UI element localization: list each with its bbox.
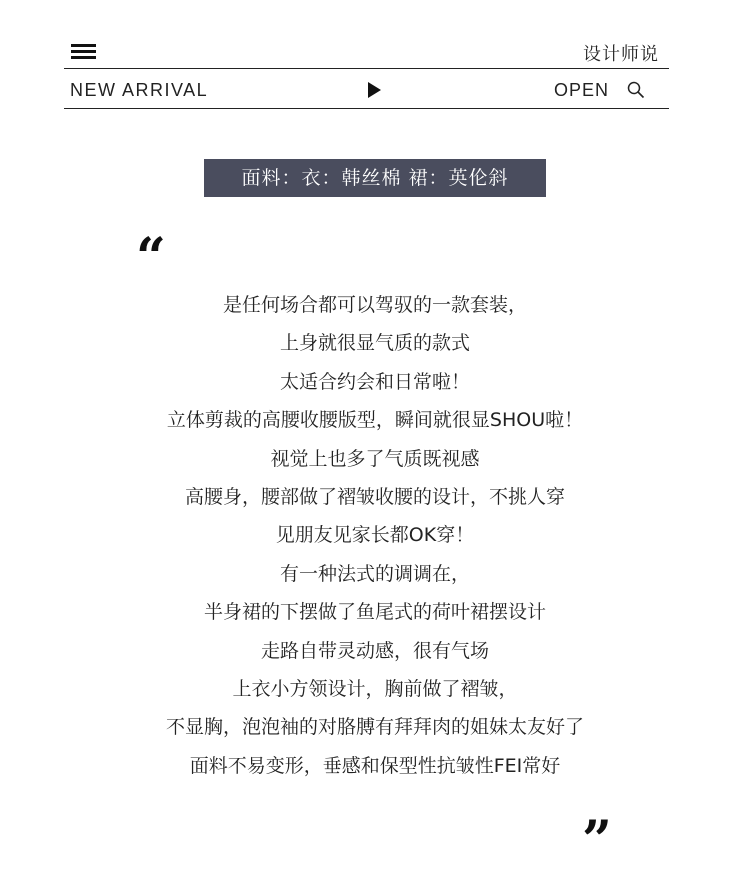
description-line: 立体剪裁的高腰收腰版型，瞬间就很显SHOU啦！ bbox=[166, 409, 584, 432]
description-line: 上衣小方领设计，胸前做了褶皱， bbox=[232, 677, 518, 700]
open-button[interactable]: OPEN bbox=[554, 80, 610, 100]
new-arrival-label[interactable]: NEW ARRIVAL bbox=[70, 80, 209, 100]
description-line: 半身裙的下摆做了鱼尾式的荷叶裙摆设计 bbox=[203, 601, 546, 624]
fabric-banner: 面料：衣：韩丝棉 裙：英伦斜 bbox=[204, 159, 546, 197]
description-line: 面料不易变形，垂感和保型性抗皱性FEI常好 bbox=[189, 754, 561, 777]
brand-title: 设计师说 bbox=[583, 44, 659, 65]
description-line: 走路自带灵动感，很有气场 bbox=[260, 639, 489, 662]
play-icon[interactable] bbox=[368, 82, 381, 98]
description-line: 高腰身，腰部做了褶皱收腰的设计，不挑人穿 bbox=[184, 485, 565, 508]
nav-bar bbox=[64, 70, 669, 109]
description-line: 有一种法式的调调在， bbox=[279, 562, 470, 585]
opening-quote-mark: “ bbox=[136, 227, 166, 288]
top-header bbox=[64, 38, 669, 69]
closing-quote-mark: ” bbox=[582, 810, 612, 871]
description-line: 是任何场合都可以驾驭的一款套装， bbox=[222, 294, 527, 316]
description-line: 太适合约会和日常啦！ bbox=[279, 370, 470, 393]
product-description bbox=[100, 286, 650, 785]
description-line: 上身就很显气质的款式 bbox=[279, 332, 470, 355]
description-line: 不显胸，泡泡袖的对胳膊有拜拜肉的姐妹太友好了 bbox=[165, 716, 584, 739]
hamburger-menu-icon[interactable] bbox=[71, 44, 96, 60]
description-line: 视觉上也多了气质既视感 bbox=[270, 447, 480, 470]
search-icon[interactable] bbox=[627, 81, 645, 99]
description-line: 见朋友见家长都OK穿！ bbox=[275, 524, 475, 547]
